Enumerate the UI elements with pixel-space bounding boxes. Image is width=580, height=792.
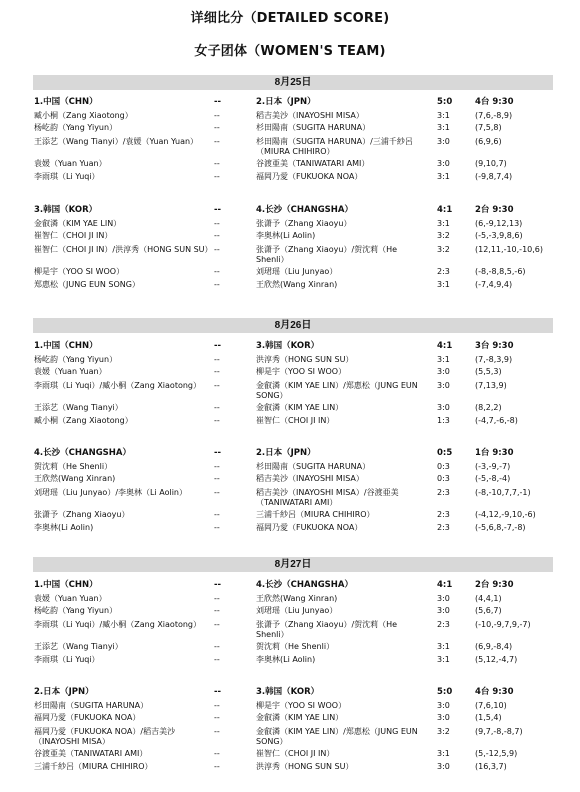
match-score: 3:2 — [437, 231, 450, 240]
player-2: 李奥林(Li Aolin) — [256, 231, 316, 240]
player-2: 刘珺瑶（Liu Junyao） — [256, 606, 338, 615]
game-scores: (8,2,2) — [475, 403, 502, 412]
match-score: 2:3 — [437, 620, 450, 629]
table-time: 3台 9:30 — [475, 341, 514, 351]
game-scores: (4,4,1) — [475, 594, 502, 603]
separator-dash: -- — [214, 416, 220, 425]
player-2: 洪淳秀（HONG SUN SU） — [256, 762, 354, 771]
document-subtitle: 女子团体（WOMEN'S TEAM) — [194, 44, 386, 59]
player-1: 臧小桐（Zang Xiaotong） — [34, 416, 133, 425]
game-scores: (6,9,6) — [475, 137, 502, 146]
player-2: 柳是宇（YOO SI WOO） — [256, 367, 347, 376]
player-1: 杉田陽南（SUGITA HARUNA） — [34, 701, 149, 710]
player-1: 张潇予（Zhang Xiaoyu） — [34, 510, 130, 519]
player-2: 三浦千紗呂（MIURA CHIHIRO） — [256, 510, 375, 519]
match-score: 3:0 — [437, 701, 450, 710]
separator-dash: -- — [214, 749, 220, 758]
player-1: 福岡乃愛（FUKUOKA NOA） — [34, 713, 141, 722]
game-scores: (9,7,-8,-8,7) — [475, 727, 523, 736]
player-1: 袁媛（Yuan Yuan） — [34, 367, 107, 376]
player-1: 刘珺瑶（Liu Junyao）/李奥林（Li Aolin） — [34, 488, 187, 497]
team-name: 3.韩国（KOR） — [34, 205, 98, 215]
separator-dash: -- — [214, 762, 220, 771]
separator-dash: -- — [214, 727, 220, 736]
table-time: 4台 9:30 — [475, 687, 514, 697]
game-scores: (5,12,-4,7) — [475, 655, 518, 664]
game-scores: (-9,8,7,4) — [475, 172, 513, 181]
separator-dash: -- — [214, 510, 220, 519]
opponent-team-name: 2.日本（JPN） — [256, 448, 316, 458]
player-1: 王添艺（Wang Tianyi）/袁媛（Yuan Yuan） — [34, 137, 199, 146]
team-name: 2.日本（JPN） — [34, 687, 94, 697]
player-1: 杨屹韵（Yang Yiyun） — [34, 606, 118, 615]
player-1: 王欣然(Wang Xinran) — [34, 474, 116, 483]
match-score: 3:1 — [437, 123, 450, 132]
game-scores: (6,9,-8,4) — [475, 642, 513, 651]
match-score: 2:3 — [437, 523, 450, 532]
match-score: 3:1 — [437, 172, 450, 181]
player-1: 金叡潾（KIM YAE LIN） — [34, 219, 122, 228]
game-scores: (16,3,7) — [475, 762, 507, 771]
separator-dash: -- — [214, 403, 220, 412]
game-scores: (7,6,-8,9) — [475, 111, 513, 120]
separator-dash: -- — [214, 655, 220, 664]
match-score: 3:1 — [437, 111, 450, 120]
player-1: 福岡乃愛（FUKUOKA NOA）/稻吉美沙（INAYOSHI MISA） — [34, 727, 176, 746]
match-score: 1:3 — [437, 416, 450, 425]
player-2: 张潇予（Zhang Xiaoyu）/贺沈莉（He Shenli） — [256, 620, 398, 639]
table-time: 2台 9:30 — [475, 205, 514, 215]
player-2: 王欣然(Wang Xinran) — [256, 594, 338, 603]
separator-dash: -- — [214, 267, 220, 276]
table-time: 2台 9:30 — [475, 580, 514, 590]
match-score: 2:3 — [437, 267, 450, 276]
player-1: 袁媛（Yuan Yuan） — [34, 594, 107, 603]
table-time: 4台 9:30 — [475, 97, 514, 107]
separator-dash: -- — [214, 620, 220, 629]
player-2: 杉田陽南（SUGITA HARUNA）/三浦千紗呂（MIURA CHIHIRO） — [256, 137, 413, 156]
date-header: 8月25日 — [33, 75, 553, 90]
team-name: 1.中国（CHN） — [34, 341, 98, 351]
match-score: 2:3 — [437, 488, 450, 497]
player-2: 洪淳秀（HONG SUN SU） — [256, 355, 354, 364]
separator-dash: -- — [214, 97, 222, 107]
game-scores: (12,11,-10,-10,6) — [475, 245, 543, 254]
player-1: 李雨琪（Li Yuqi）/臧小桐（Zang Xiaotong） — [34, 381, 202, 390]
player-1: 三浦千紗呂（MIURA CHIHIRO） — [34, 762, 153, 771]
player-2: 福岡乃愛（FUKUOKA NOA） — [256, 172, 363, 181]
separator-dash: -- — [214, 474, 220, 483]
player-1: 李奥林(Li Aolin) — [34, 523, 94, 532]
separator-dash: -- — [214, 231, 220, 240]
opponent-team-name: 2.日本（JPN） — [256, 97, 316, 107]
game-scores: (-8,-10,7,7,-1) — [475, 488, 531, 497]
separator-dash: -- — [214, 642, 220, 651]
separator-dash: -- — [214, 488, 220, 497]
separator-dash: -- — [214, 381, 220, 390]
separator-dash: -- — [214, 448, 222, 458]
match-score: 0:3 — [437, 462, 450, 471]
team-score: 5:0 — [437, 687, 453, 697]
separator-dash: -- — [214, 341, 222, 351]
player-2: 张潇予（Zhang Xiaoyu）/贺沈莉（He Shenli） — [256, 245, 398, 264]
player-2: 贺沈莉（He Shenli） — [256, 642, 335, 651]
match-score: 3:1 — [437, 749, 450, 758]
game-scores: (5,5,3) — [475, 367, 502, 376]
player-1: 郑惠松（JUNG EUN SONG） — [34, 280, 140, 289]
match-score: 3:2 — [437, 727, 450, 736]
player-2: 杉田陽南（SUGITA HARUNA） — [256, 462, 371, 471]
separator-dash: -- — [214, 172, 220, 181]
match-score: 3:0 — [437, 403, 450, 412]
player-2: 张潇予（Zhang Xiaoyu） — [256, 219, 352, 228]
player-2: 杉田陽南（SUGITA HARUNA） — [256, 123, 371, 132]
separator-dash: -- — [214, 462, 220, 471]
game-scores: (7,5,8) — [475, 123, 502, 132]
separator-dash: -- — [214, 205, 222, 215]
match-score: 3:0 — [437, 381, 450, 390]
game-scores: (-5,-8,-4) — [475, 474, 511, 483]
match-score: 3:0 — [437, 713, 450, 722]
player-2: 金叡潾（KIM YAE LIN） — [256, 403, 344, 412]
match-score: 0:3 — [437, 474, 450, 483]
player-2: 柳是宇（YOO SI WOO） — [256, 701, 347, 710]
team-score: 0:5 — [437, 448, 453, 458]
separator-dash: -- — [214, 159, 220, 168]
separator-dash: -- — [214, 137, 220, 146]
match-score: 3:1 — [437, 642, 450, 651]
match-score: 3:1 — [437, 280, 450, 289]
game-scores: (-8,-8,8,5,-6) — [475, 267, 526, 276]
document-title: 详细比分（DETAILED SCORE) — [190, 11, 390, 26]
match-score: 3:0 — [437, 367, 450, 376]
player-1: 李雨琪（Li Yuqi）/臧小桐（Zang Xiaotong） — [34, 620, 202, 629]
team-name: 4.长沙（CHANGSHA） — [34, 448, 131, 458]
game-scores: (9,10,7) — [475, 159, 507, 168]
player-1: 臧小桐（Zang Xiaotong） — [34, 111, 133, 120]
match-score: 3:0 — [437, 594, 450, 603]
separator-dash: -- — [214, 687, 222, 697]
game-scores: (6,-9,12,13) — [475, 219, 523, 228]
game-scores: (7,6,10) — [475, 701, 507, 710]
game-scores: (-4,7,-6,-8) — [475, 416, 518, 425]
date-header: 8月27日 — [33, 557, 553, 572]
separator-dash: -- — [214, 280, 220, 289]
player-1: 王添艺（Wang Tianyi） — [34, 642, 123, 651]
player-1: 王添艺（Wang Tianyi） — [34, 403, 123, 412]
player-1: 谷渡亜美（TANIWATARI AMI） — [34, 749, 148, 758]
player-1: 崔智仁（CHOI JI IN） — [34, 231, 113, 240]
match-score: 3:1 — [437, 219, 450, 228]
separator-dash: -- — [214, 606, 220, 615]
team-score: 5:0 — [437, 97, 453, 107]
game-scores: (-7,4,9,4) — [475, 280, 513, 289]
match-score: 2:3 — [437, 510, 450, 519]
game-scores: (1,5,4) — [475, 713, 502, 722]
game-scores: (7,-8,3,9) — [475, 355, 513, 364]
game-scores: (5,-12,5,9) — [475, 749, 518, 758]
table-time: 1台 9:30 — [475, 448, 514, 458]
separator-dash: -- — [214, 367, 220, 376]
player-1: 杨屹韵（Yang Yiyun） — [34, 123, 118, 132]
match-score: 3:0 — [437, 762, 450, 771]
opponent-team-name: 3.韩国（KOR） — [256, 687, 320, 697]
team-score: 4:1 — [437, 580, 453, 590]
player-1: 崔智仁（CHOI JI IN）/洪淳秀（HONG SUN SU） — [34, 245, 213, 254]
opponent-team-name: 4.长沙（CHANGSHA） — [256, 205, 353, 215]
player-2: 稻吉美沙（INAYOSHI MISA） — [256, 111, 364, 120]
game-scores: (-4,12,-9,10,-6) — [475, 510, 536, 519]
player-2: 崔智仁（CHOI JI IN） — [256, 749, 335, 758]
player-2: 谷渡亜美（TANIWATARI AMI） — [256, 159, 370, 168]
player-2: 稻吉美沙（INAYOSHI MISA）/谷渡亜美（TANIWATARI AMI） — [256, 488, 399, 507]
game-scores: (7,13,9) — [475, 381, 507, 390]
player-2: 福岡乃愛（FUKUOKA NOA） — [256, 523, 363, 532]
team-name: 1.中国（CHN） — [34, 97, 98, 107]
player-1: 贺沈莉（He Shenli） — [34, 462, 113, 471]
game-scores: (-10,-9,7,9,-7) — [475, 620, 531, 629]
opponent-team-name: 4.长沙（CHANGSHA） — [256, 580, 353, 590]
game-scores: (5,6,7) — [475, 606, 502, 615]
team-name: 1.中国（CHN） — [34, 580, 98, 590]
player-1: 李雨琪（Li Yuqi） — [34, 655, 100, 664]
separator-dash: -- — [214, 245, 220, 254]
player-2: 李奥林(Li Aolin) — [256, 655, 316, 664]
player-2: 金叡潾（KIM YAE LIN） — [256, 713, 344, 722]
separator-dash: -- — [214, 580, 222, 590]
separator-dash: -- — [214, 219, 220, 228]
match-score: 3:0 — [437, 137, 450, 146]
player-1: 杨屹韵（Yang Yiyun） — [34, 355, 118, 364]
match-score: 3:0 — [437, 159, 450, 168]
player-1: 李雨琪（Li Yuqi） — [34, 172, 100, 181]
player-1: 柳是宇（YOO SI WOO） — [34, 267, 125, 276]
separator-dash: -- — [214, 701, 220, 710]
player-2: 金叡潾（KIM YAE LIN）/郑惠松（JUNG EUN SONG） — [256, 727, 418, 746]
player-1: 袁媛（Yuan Yuan） — [34, 159, 107, 168]
opponent-team-name: 3.韩国（KOR） — [256, 341, 320, 351]
separator-dash: -- — [214, 523, 220, 532]
game-scores: (-3,-9,-7) — [475, 462, 511, 471]
match-score: 3:2 — [437, 245, 450, 254]
game-scores: (-5,6,8,-7,-8) — [475, 523, 526, 532]
player-2: 王欣然(Wang Xinran) — [256, 280, 338, 289]
player-2: 金叡潾（KIM YAE LIN）/郑惠松（JUNG EUN SONG） — [256, 381, 418, 400]
separator-dash: -- — [214, 355, 220, 364]
team-score: 4:1 — [437, 205, 453, 215]
player-2: 稻吉美沙（INAYOSHI MISA） — [256, 474, 364, 483]
separator-dash: -- — [214, 123, 220, 132]
team-score: 4:1 — [437, 341, 453, 351]
game-scores: (-5,-3,9,8,6) — [475, 231, 523, 240]
match-score: 3:1 — [437, 655, 450, 664]
player-2: 崔智仁（CHOI JI IN） — [256, 416, 335, 425]
separator-dash: -- — [214, 594, 220, 603]
separator-dash: -- — [214, 111, 220, 120]
player-2: 刘珺瑶（Liu Junyao） — [256, 267, 338, 276]
match-score: 3:1 — [437, 355, 450, 364]
match-score: 3:0 — [437, 606, 450, 615]
separator-dash: -- — [214, 713, 220, 722]
date-header: 8月26日 — [33, 318, 553, 333]
